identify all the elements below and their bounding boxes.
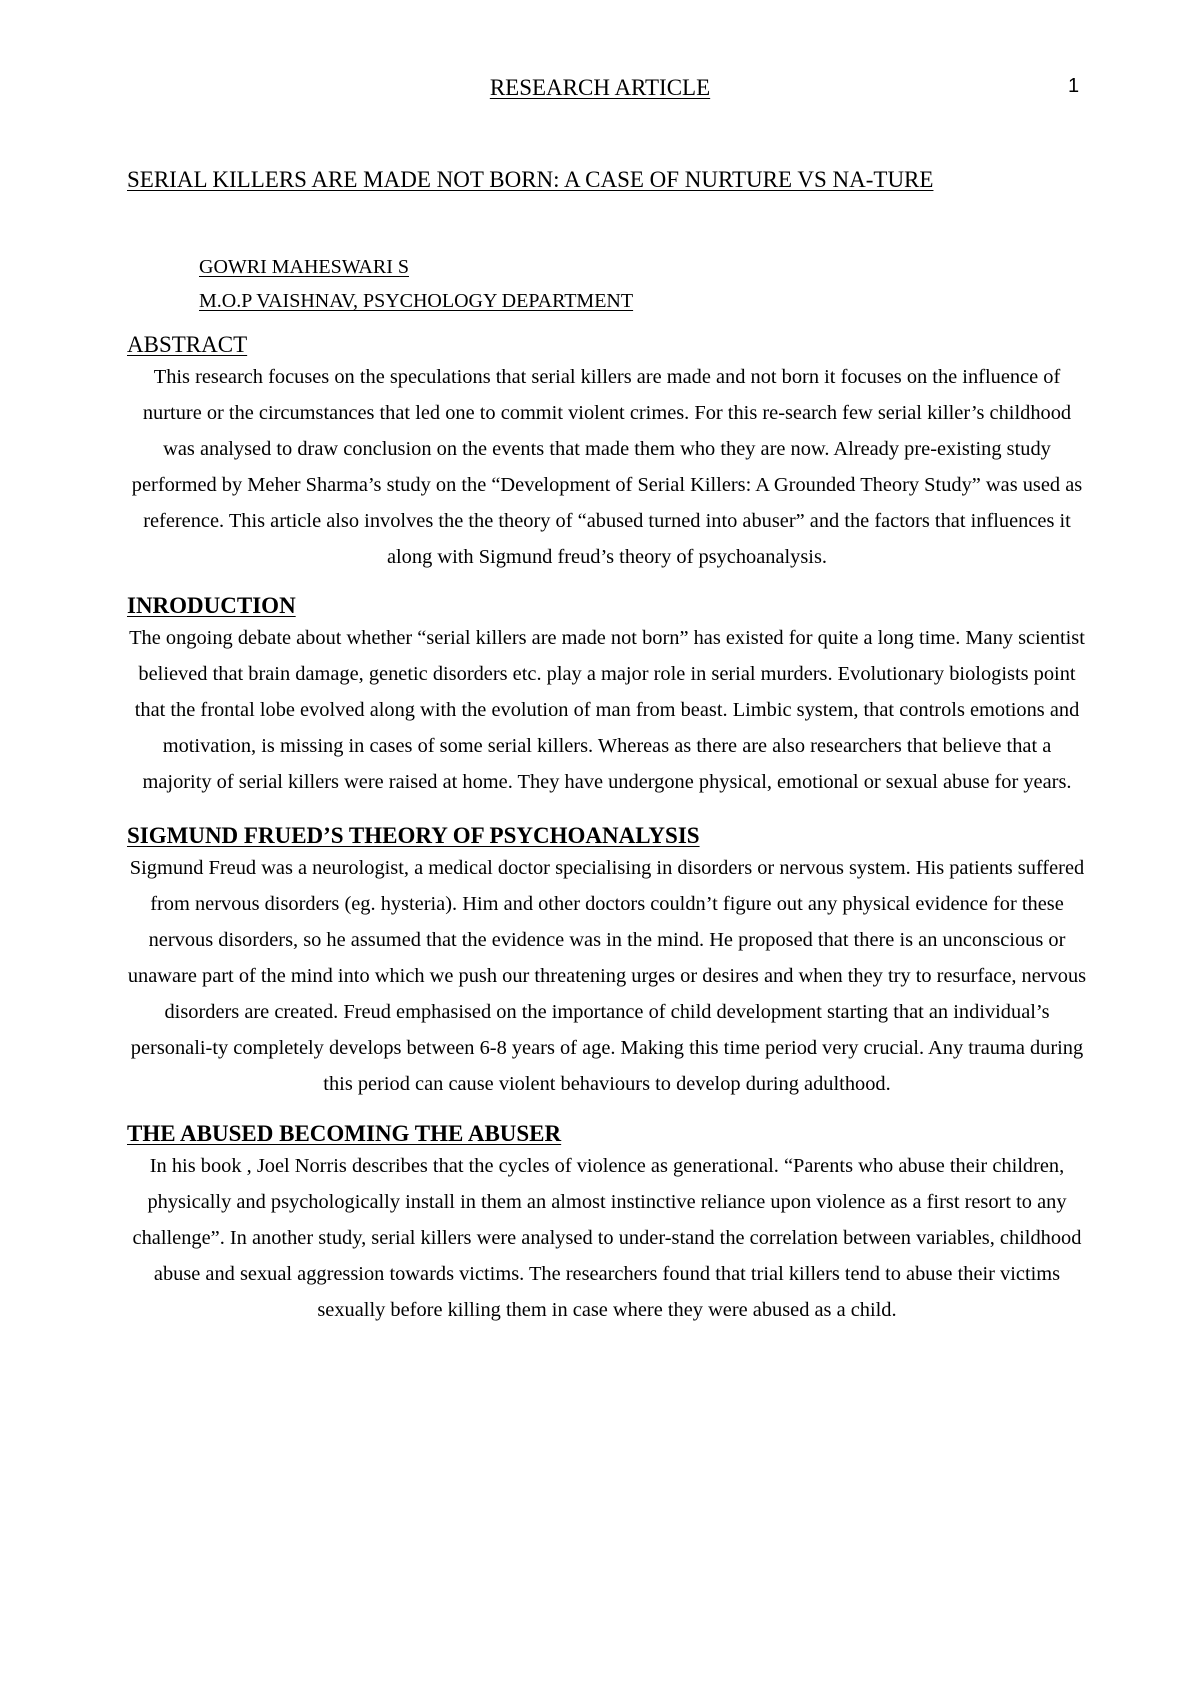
freud-section — [127, 822, 1087, 1102]
abuser-body: In his book , Joel Norris describes that the cycles of violence as generational. “Parents who abuse their children, physically and psychologically install in them an almost instinctive reliance upon violence as a first resort to any challenge”. In another study, serial killers were analysed to under-stand the correlation between variables, childhood abuse and sexual aggression towards victims. The researchers found that trial killers tend to abuse their victims sexually before killing them in case where they were abused as a child. — [132, 1155, 1082, 1321]
page-number: 1 — [1068, 75, 1080, 97]
introduction-section — [127, 592, 1087, 800]
abstract-section — [127, 331, 1087, 575]
freud-body: Sigmund Freud was a neurologist, a medical doctor specialising in disorders or nervous system. His patients suffered from nervous disorders (eg. hysteria). Him and other doctors couldn’t figure out any physical evidence for these nervous disorders, so he assumed that the evidence was in the mind. He proposed that there is an unconscious or unaware part of the mind into which we push our threatening urges or desires and when they try to resurface, nervous disorders are created. Freud emphasised on the importance of child development starting that an individual’s personali-ty completely develops between 6-8 years of age. Making this time period very crucial. Any trauma during this period can cause violent behaviours to develop during adulthood. — [127, 857, 1087, 1095]
abuser-section — [127, 1120, 1087, 1328]
freud-heading: SIGMUND FRUED’S THEORY OF PSYCHOANALYSIS — [127, 823, 700, 848]
running-head: RESEARCH ARTICLE — [489, 75, 711, 100]
introduction-body: The ongoing debate about whether “serial killers are made not born” has existed for quite a long time. Many scientist believed that brain damage, genetic disorders etc. play a major role in serial murders. Evolutionary biologists point that the frontal lobe evolved along with the evolution of man from beast. Limbic system, that controls emotions and motivation, is missing in cases of some serial killers. Whereas as there are also researchers that believe that a majority of serial killers were raised at home. They have undergone physical, emotional or sexual abuse for years. — [129, 627, 1085, 793]
abstract-body: This research focuses on the speculations that serial killers are made and not born it focuses on the influence of nurture or the circumstances that led one to commit violent crimes. For this re-search few serial killer’s childhood was analysed to draw conclusion on the events that made them who they are now. Already pre-existing study performed by Meher Sharma’s study on the “Development of Serial Killers: A Grounded Theory Study” was used as reference. This article also involves the the theory of “abused turned into abuser” and the factors that influences it along with Sigmund freud’s theory of psychoanalysis. — [131, 366, 1083, 568]
author-name: GOWRI MAHESWARI S — [199, 256, 409, 278]
author-affiliation: M.O.P VAISHNAV, PSYCHOLOGY DEPARTMENT — [199, 290, 634, 312]
abuser-heading: THE ABUSED BECOMING THE ABUSER — [127, 1121, 562, 1146]
introduction-heading: INRODUCTION — [127, 593, 296, 618]
article-title: SERIAL KILLERS ARE MADE NOT BORN: A CASE OF NURTURE VS NA-TURE — [127, 167, 934, 192]
abstract-heading: ABSTRACT — [127, 332, 248, 357]
